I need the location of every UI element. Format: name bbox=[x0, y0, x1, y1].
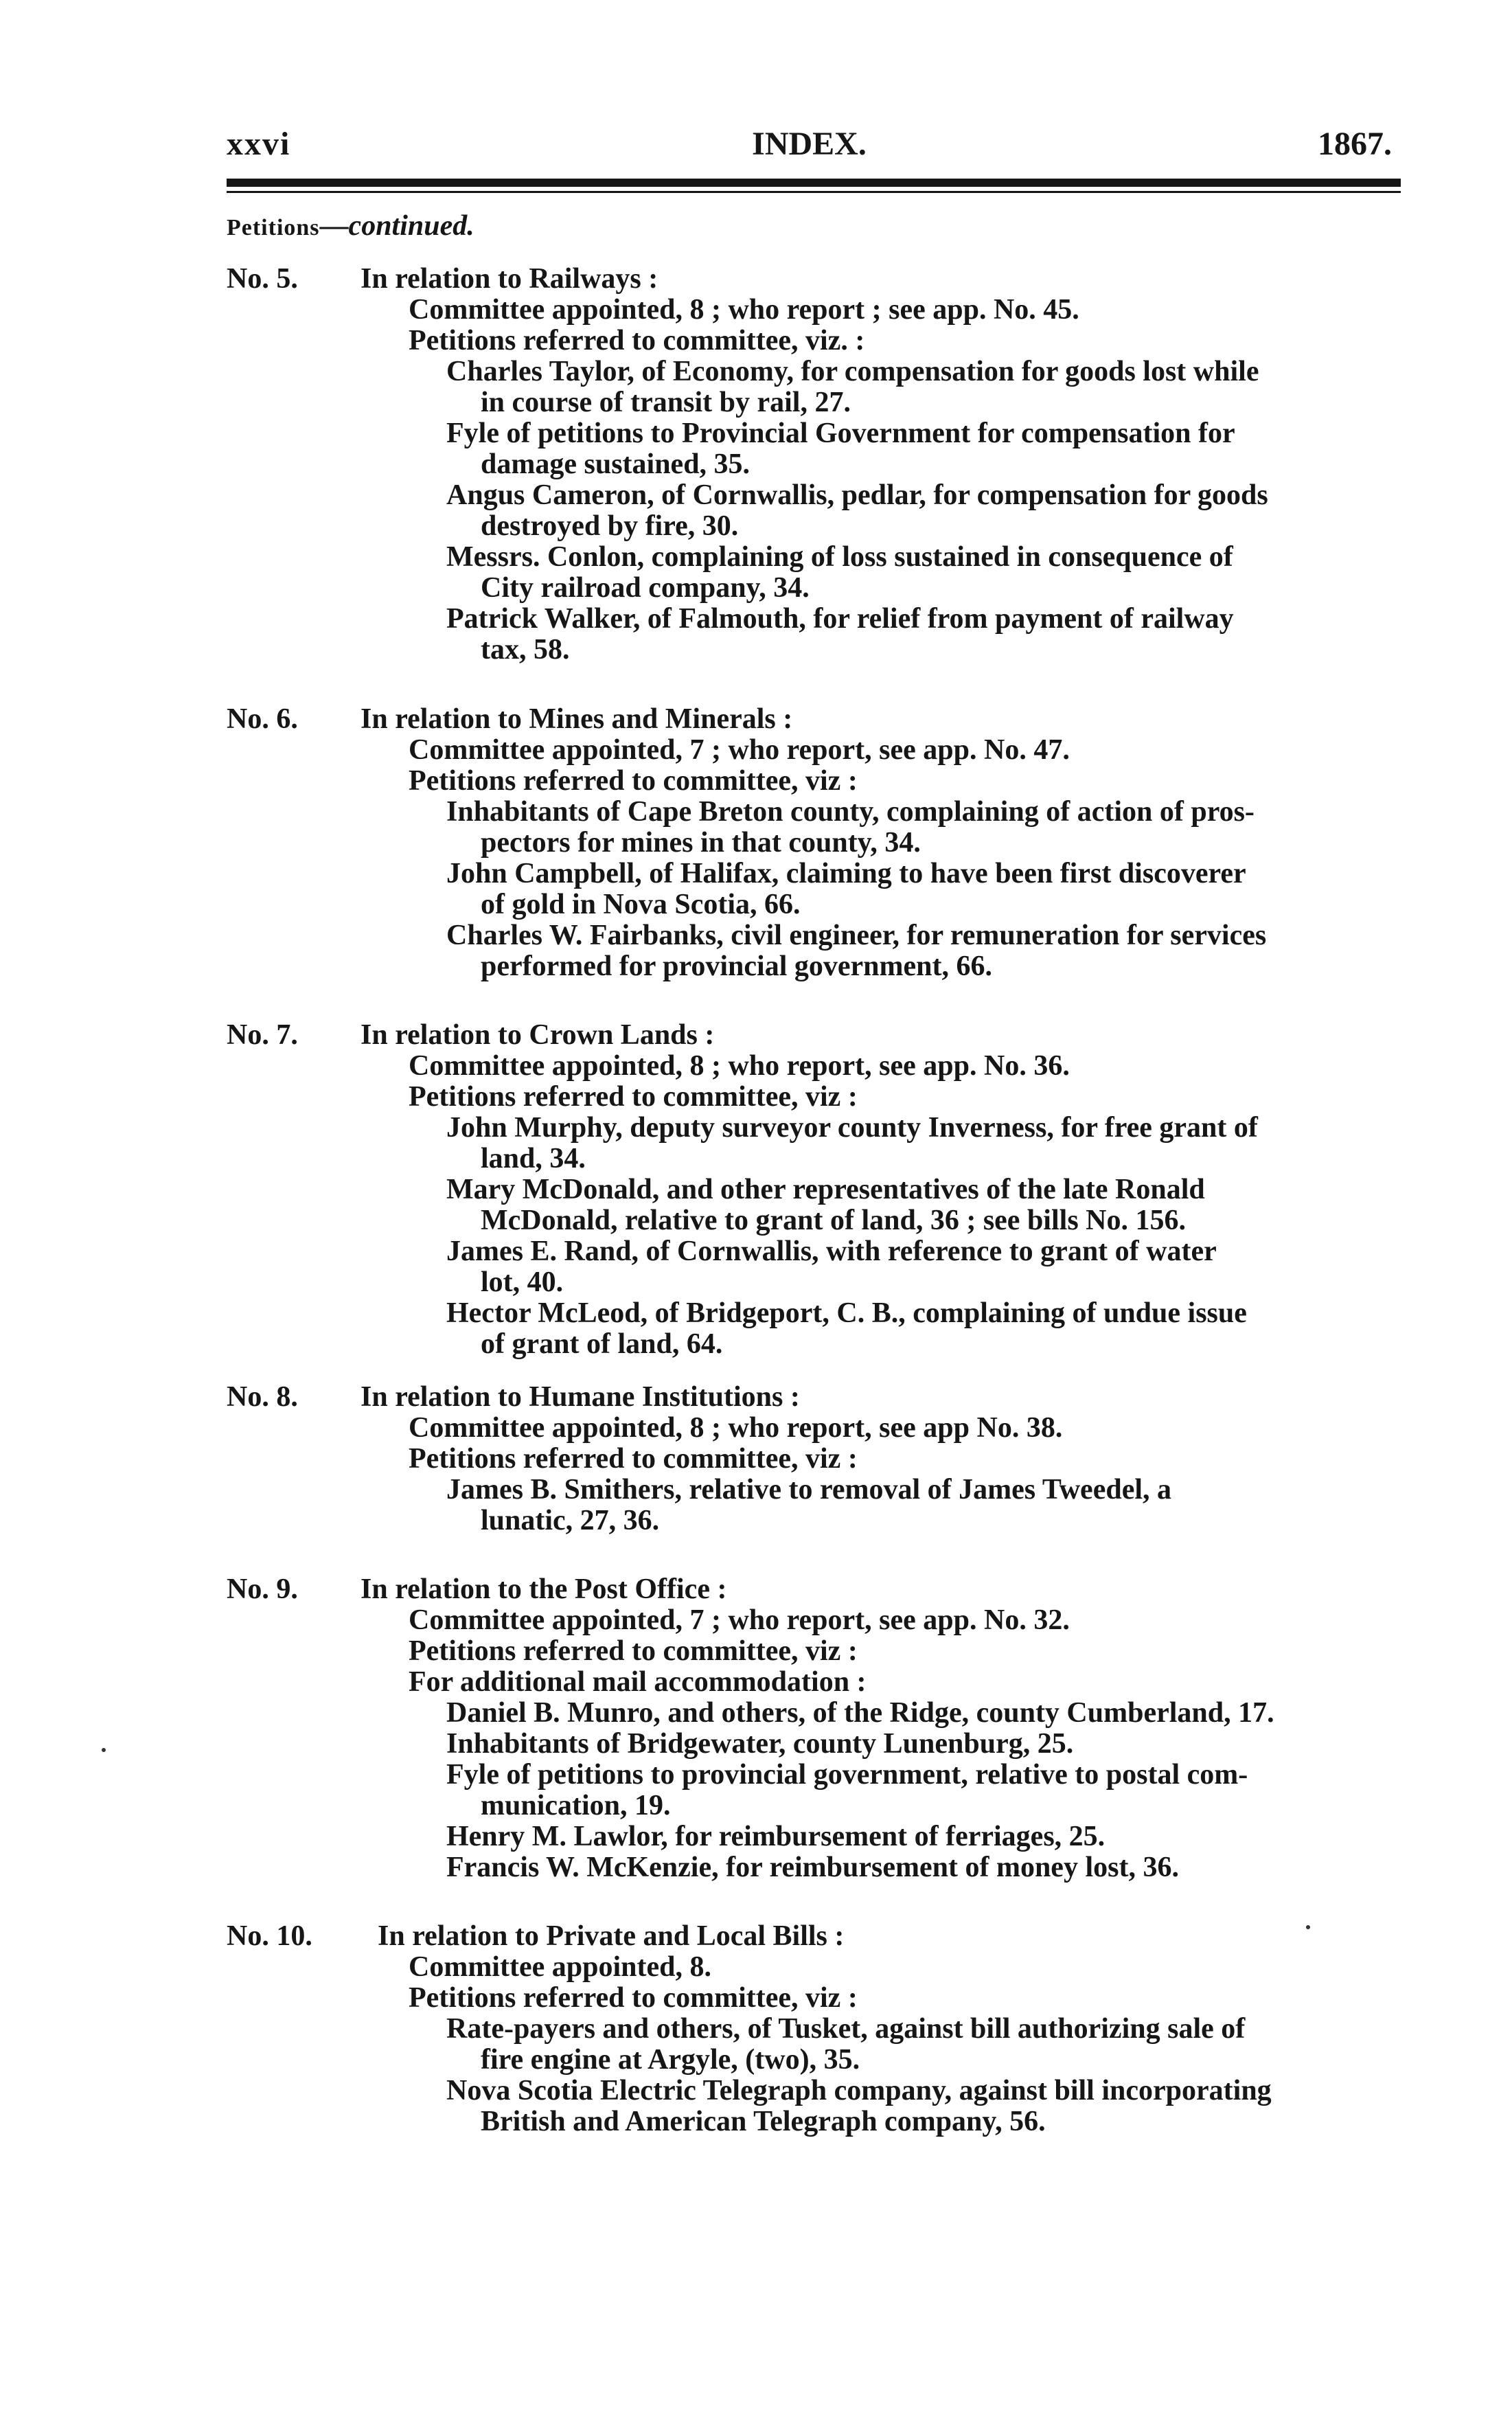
entry-line: Charles Taylor, of Economy, for compensation for goods lost while bbox=[446, 356, 1259, 387]
ink-speck bbox=[102, 1748, 106, 1752]
entry-continuation: McDonald, relative to grant of land, 36 ; see bills No. 156. bbox=[481, 1205, 1186, 1236]
entry-continuation: of gold in Nova Scotia, 66. bbox=[481, 889, 801, 920]
entry-line: Inhabitants of Cape Breton county, complaining of action of pros- bbox=[446, 796, 1255, 828]
entry-line: John Campbell, of Halifax, claiming to have been first discoverer bbox=[446, 858, 1246, 889]
entry-line: Henry M. Lawlor, for reimbursement of ferriages, 25. bbox=[446, 1821, 1106, 1852]
entry-continuation: fire engine at Argyle, (two), 35. bbox=[481, 2044, 860, 2076]
running-head-dash: — bbox=[319, 210, 349, 242]
entry-line: Nova Scotia Electric Telegraph company, against bill incorporating bbox=[446, 2075, 1272, 2106]
section-number: No. 6. bbox=[227, 703, 298, 735]
entry-line: Fyle of petitions to Provincial Government for compensation for bbox=[446, 418, 1235, 449]
section-heading: In relation to Mines and Minerals : bbox=[360, 703, 793, 735]
subheading-line: For additional mail accommodation : bbox=[409, 1666, 867, 1698]
entry-line: Francis W. McKenzie, for reimbursement of money lost, 36. bbox=[446, 1852, 1179, 1883]
petitions-line: Petitions referred to committee, viz : bbox=[409, 1982, 858, 2014]
committee-line: Committee appointed, 8 ; who report, see app No. 38. bbox=[409, 1412, 1063, 1444]
section-heading: In relation to Humane Institutions : bbox=[360, 1381, 800, 1413]
entry-line: Mary McDonald, and other representatives of the late Ronald bbox=[446, 1174, 1205, 1205]
section-heading: In relation to the Post Office : bbox=[360, 1573, 727, 1605]
running-head-continued: continued. bbox=[348, 210, 474, 242]
committee-line: Committee appointed, 7 ; who report, see app. No. 32. bbox=[409, 1604, 1070, 1636]
section-number: No. 8. bbox=[227, 1381, 298, 1413]
ink-speck bbox=[1306, 1925, 1310, 1929]
section-heading: In relation to Crown Lands : bbox=[360, 1019, 715, 1051]
entry-continuation: land, 34. bbox=[481, 1143, 586, 1174]
section-number: No. 7. bbox=[227, 1019, 298, 1051]
entry-continuation: destroyed by fire, 30. bbox=[481, 510, 739, 542]
entry-continuation: damage sustained, 35. bbox=[481, 448, 751, 480]
entry-line: James E. Rand, of Cornwallis, with reference to grant of water bbox=[446, 1236, 1217, 1267]
running-head bbox=[227, 209, 474, 242]
header-rule-thin bbox=[227, 191, 1401, 193]
entry-continuation: City railroad company, 34. bbox=[481, 572, 810, 604]
petitions-line: Petitions referred to committee, viz : bbox=[409, 1081, 858, 1113]
entry-continuation: tax, 58. bbox=[481, 634, 570, 666]
entry-continuation: lot, 40. bbox=[481, 1266, 564, 1298]
entry-line: Inhabitants of Bridgewater, county Lunenburg, 25. bbox=[446, 1728, 1074, 1760]
section-heading: In relation to Railways : bbox=[360, 263, 658, 295]
header-rule-thick bbox=[227, 179, 1401, 187]
petitions-line: Petitions referred to committee, viz : bbox=[409, 1443, 858, 1475]
entry-continuation: of grant of land, 64. bbox=[481, 1328, 723, 1360]
entry-line: Patrick Walker, of Falmouth, for relief from payment of railway bbox=[446, 603, 1234, 635]
page-header bbox=[227, 125, 1392, 173]
committee-line: Committee appointed, 8. bbox=[409, 1951, 711, 1983]
entry-line: Angus Cameron, of Cornwallis, pedlar, for compensation for goods bbox=[446, 479, 1268, 511]
entry-line: Rate-payers and others, of Tusket, against bill authorizing sale of bbox=[446, 2013, 1246, 2045]
entry-line: Charles W. Fairbanks, civil engineer, for remuneration for services bbox=[446, 920, 1267, 951]
entry-continuation: British and American Telegraph company, 56. bbox=[481, 2106, 1046, 2137]
entry-line: John Murphy, deputy surveyor county Inverness, for free grant of bbox=[446, 1112, 1258, 1144]
section-number: No. 9. bbox=[227, 1573, 298, 1605]
petitions-line: Petitions referred to committee, viz. : bbox=[409, 325, 865, 356]
entry-continuation: pectors for mines in that county, 34. bbox=[481, 827, 921, 859]
section-number: No. 5. bbox=[227, 263, 298, 295]
entry-continuation: performed for provincial government, 66. bbox=[481, 951, 992, 982]
entry-continuation: in course of transit by rail, 27. bbox=[481, 387, 851, 418]
entry-line: James B. Smithers, relative to removal of James Tweedel, a bbox=[446, 1474, 1172, 1505]
entry-line: Daniel B. Munro, and others, of the Ridge, county Cumberland, 17. bbox=[446, 1697, 1274, 1729]
entry-line: Hector McLeod, of Bridgeport, C. B., complaining of undue issue bbox=[446, 1297, 1247, 1329]
petitions-line: Petitions referred to committee, viz : bbox=[409, 765, 858, 797]
committee-line: Committee appointed, 8 ; who report ; see app. No. 45. bbox=[409, 294, 1079, 326]
section-number: No. 10. bbox=[227, 1920, 312, 1952]
committee-line: Committee appointed, 7 ; who report, see app. No. 47. bbox=[409, 734, 1070, 766]
petitions-line: Petitions referred to committee, viz : bbox=[409, 1635, 858, 1667]
entry-continuation: munication, 19. bbox=[481, 1790, 671, 1821]
entry-line: Messrs. Conlon, complaining of loss sustained in consequence of bbox=[446, 541, 1233, 573]
page-title: INDEX. bbox=[752, 126, 867, 162]
committee-line: Committee appointed, 8 ; who report, see app. No. 36. bbox=[409, 1050, 1070, 1082]
year: 1867. bbox=[1318, 126, 1392, 162]
running-head-title: Petitions bbox=[227, 215, 320, 240]
entry-line: Fyle of petitions to provincial government, relative to postal com- bbox=[446, 1759, 1248, 1791]
section-heading: In relation to Private and Local Bills : bbox=[378, 1920, 845, 1952]
entry-continuation: lunatic, 27, 36. bbox=[481, 1505, 660, 1536]
page-number: xxvi bbox=[227, 126, 291, 162]
